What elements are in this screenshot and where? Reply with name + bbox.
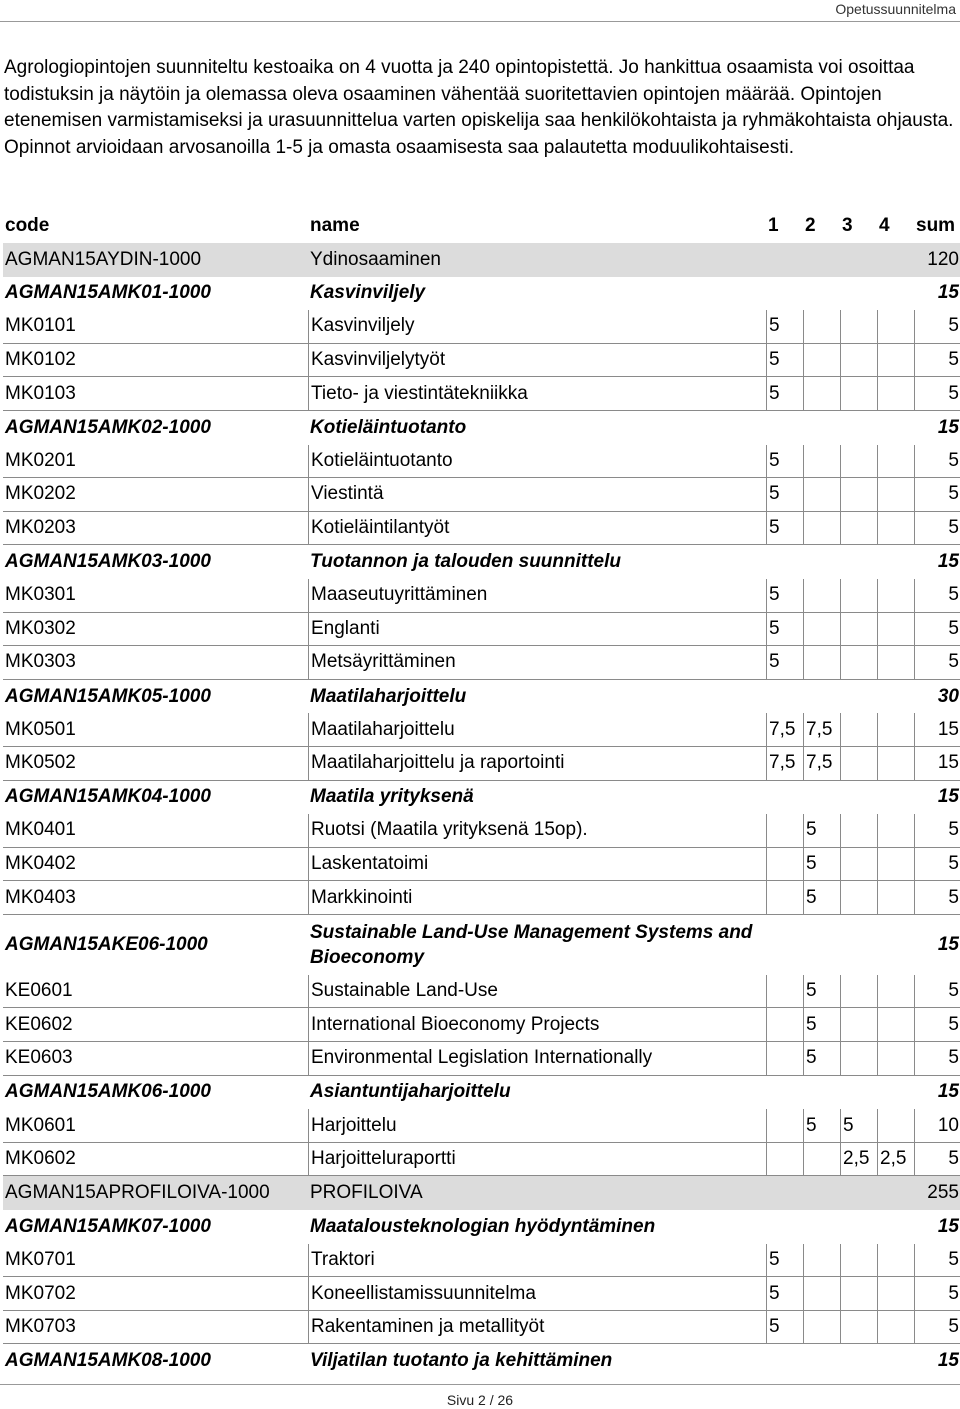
cell-name: Sustainable Land-Use Management Systems and Bioeconomy	[310, 921, 753, 968]
table-row-course	[3, 975, 960, 1009]
table-row-course	[3, 377, 960, 411]
table-row-course	[3, 1109, 960, 1143]
cell-y4	[877, 445, 914, 479]
table-row-module	[3, 545, 960, 579]
cell-y2	[803, 915, 840, 975]
cell-y3	[840, 646, 877, 680]
cell-name: Laskentatoimi	[308, 848, 766, 882]
cell-y1	[766, 915, 803, 975]
cell-y1: 7,5	[766, 713, 803, 747]
cell-name: PROFILOIVA	[308, 1176, 766, 1210]
cell-y2	[803, 1244, 840, 1278]
cell-code: MK0401	[3, 814, 308, 848]
table-row-course	[3, 613, 960, 647]
column-header-year-1: 1	[768, 215, 779, 236]
cell-y2	[803, 445, 840, 479]
cell-y4	[877, 781, 914, 815]
cell-y2	[803, 1277, 840, 1311]
cell-y4	[877, 1042, 914, 1076]
cell-name: Sustainable Land-Use	[308, 975, 766, 1009]
cell-y3	[840, 814, 877, 848]
cell-y1	[766, 1176, 803, 1210]
cell-y1	[766, 680, 803, 714]
cell-y3	[840, 915, 877, 975]
cell-y2: 5	[803, 1008, 840, 1042]
cell-y2	[803, 1143, 840, 1177]
cell-y1	[766, 975, 803, 1009]
cell-sum: 5	[914, 881, 960, 915]
cell-name: Kotieläintuotanto	[310, 416, 467, 438]
cell-name: Viestintä	[308, 478, 766, 512]
cell-name: Maatilaharjoittelu	[310, 685, 467, 707]
cell-code: AGMAN15AMK03-1000	[5, 551, 211, 573]
cell-y3	[840, 781, 877, 815]
table-row-course	[3, 747, 960, 781]
cell-y4	[877, 310, 914, 344]
cell-y1	[766, 1143, 803, 1177]
cell-y1	[766, 848, 803, 882]
table-row-course	[3, 1143, 960, 1177]
cell-y3	[840, 680, 877, 714]
cell-code: AGMAN15AKE06-1000	[5, 934, 208, 956]
column-header-sum: sum	[916, 215, 956, 236]
cell-y3	[840, 1042, 877, 1076]
cell-y3	[840, 344, 877, 378]
cell-y4	[877, 377, 914, 411]
cell-sum: 5	[914, 478, 960, 512]
table-row-module	[3, 1076, 960, 1110]
table-row-course	[3, 1244, 960, 1278]
cell-y1	[766, 1076, 803, 1110]
cell-name: Englanti	[308, 613, 766, 647]
cell-y3	[840, 848, 877, 882]
cell-name: Rakentaminen ja metallityöt	[308, 1311, 766, 1345]
cell-code: MK0601	[3, 1109, 308, 1143]
table-row-course	[3, 881, 960, 915]
cell-y4	[877, 1244, 914, 1278]
cell-y4	[877, 579, 914, 613]
cell-y1: 5	[766, 344, 803, 378]
cell-y2	[803, 512, 840, 546]
cell-y1	[766, 1008, 803, 1042]
table-row-module	[3, 915, 960, 975]
cell-y1	[766, 814, 803, 848]
cell-name: Kasvinviljely	[308, 310, 766, 344]
table-header-row	[3, 209, 960, 243]
table-body	[3, 243, 960, 1378]
cell-y3	[840, 881, 877, 915]
cell-y2	[803, 781, 840, 815]
cell-y3	[840, 579, 877, 613]
table-row-module	[3, 781, 960, 815]
cell-y3	[840, 1076, 877, 1110]
cell-name: Kotieläintuotanto	[308, 445, 766, 479]
cell-sum: 15	[937, 1081, 959, 1103]
cell-sum: 15	[914, 747, 960, 781]
table-row-course	[3, 1008, 960, 1042]
cell-name: Harjoitteluraportti	[308, 1143, 766, 1177]
column-header-code: code	[5, 215, 50, 236]
cell-sum: 5	[914, 1008, 960, 1042]
cell-y2	[803, 1344, 840, 1378]
cell-y4	[877, 243, 914, 277]
cell-name: Kasvinviljelytyöt	[308, 344, 766, 378]
cell-y4	[877, 545, 914, 579]
cell-y3	[840, 1344, 877, 1378]
intro-paragraph: Agrologiopintojen suunniteltu kestoaika on 4 vuotta ja 240 opintopistettä. Jo hankittua osaamista voi osoittaa todistuksin ja näytöin ja olemassa oleva osaaminen vähentää suoritettavien opintojen määrää. Opintojen etenemisen varmistamiseksi ja urasuunnittelua varten opiskelija saa henkilökohtaista ja ryhmäkohtaista ohjausta. Opinnot arvioidaan arvosanoilla 1-5 ja omasta osaamisesta saa palautetta moduulikohtaisesti.	[4, 57, 954, 158]
cell-y3	[840, 1210, 877, 1244]
cell-y4	[877, 814, 914, 848]
cell-name: Tieto- ja viestintätekniikka	[308, 377, 766, 411]
cell-sum: 5	[914, 1143, 960, 1177]
cell-y3	[840, 975, 877, 1009]
cell-sum: 15	[914, 713, 960, 747]
cell-y3	[840, 277, 877, 311]
cell-y4	[877, 713, 914, 747]
column-header-name: name	[310, 215, 360, 236]
column-header-year-2: 2	[805, 215, 816, 236]
cell-y4	[877, 915, 914, 975]
cell-sum: 15	[937, 416, 959, 438]
cell-code: KE0603	[3, 1042, 308, 1076]
cell-y4	[877, 975, 914, 1009]
cell-y3: 2,5	[840, 1143, 877, 1177]
cell-y4	[877, 848, 914, 882]
cell-y2: 5	[803, 975, 840, 1009]
cell-y1	[766, 1210, 803, 1244]
cell-code: KE0601	[3, 975, 308, 1009]
cell-y1	[766, 411, 803, 445]
cell-sum: 5	[914, 975, 960, 1009]
cell-y2	[803, 1210, 840, 1244]
cell-name: Ydinosaaminen	[308, 243, 766, 277]
cell-y4	[877, 646, 914, 680]
cell-y2	[803, 545, 840, 579]
cell-y3	[840, 1311, 877, 1345]
cell-code: KE0602	[3, 1008, 308, 1042]
cell-y3	[840, 1008, 877, 1042]
footer-divider	[0, 1384, 960, 1385]
table-row-course	[3, 848, 960, 882]
cell-sum: 5	[914, 1277, 960, 1311]
cell-code: MK0301	[3, 579, 308, 613]
cell-y3	[840, 713, 877, 747]
cell-y4	[877, 747, 914, 781]
cell-y1	[766, 243, 803, 277]
cell-y1: 5	[766, 310, 803, 344]
cell-code: MK0703	[3, 1311, 308, 1345]
cell-code: MK0102	[3, 344, 308, 378]
cell-code: AGMAN15AMK08-1000	[5, 1350, 211, 1372]
cell-code: MK0501	[3, 713, 308, 747]
cell-y4	[877, 344, 914, 378]
cell-code: MK0701	[3, 1244, 308, 1278]
cell-y2	[803, 377, 840, 411]
cell-y2: 5	[803, 814, 840, 848]
cell-y2: 5	[803, 848, 840, 882]
cell-sum: 5	[914, 1042, 960, 1076]
table-row-module	[3, 680, 960, 714]
table-row-course	[3, 344, 960, 378]
cell-y1: 5	[766, 1244, 803, 1278]
cell-code: MK0202	[3, 478, 308, 512]
cell-y1: 5	[766, 512, 803, 546]
cell-y3	[840, 613, 877, 647]
cell-y4	[877, 512, 914, 546]
cell-code: AGMAN15AMK05-1000	[5, 685, 211, 707]
cell-code: MK0602	[3, 1143, 308, 1177]
cell-name: Maatila yrityksenä	[310, 786, 474, 808]
cell-y1: 5	[766, 478, 803, 512]
cell-sum: 5	[914, 814, 960, 848]
cell-code: AGMAN15AMK01-1000	[5, 282, 211, 304]
cell-name: Maaseutuyrittäminen	[308, 579, 766, 613]
cell-y2	[803, 243, 840, 277]
cell-code: MK0103	[3, 377, 308, 411]
cell-y1: 7,5	[766, 747, 803, 781]
cell-sum: 255	[914, 1176, 960, 1210]
cell-y4: 2,5	[877, 1143, 914, 1177]
document-header-title: Opetussuunnitelma	[835, 1, 956, 17]
cell-y3	[840, 512, 877, 546]
curriculum-table	[3, 209, 960, 1378]
cell-sum: 15	[937, 1215, 959, 1237]
cell-y3: 5	[840, 1109, 877, 1143]
cell-y2	[803, 478, 840, 512]
cell-y2: 7,5	[803, 713, 840, 747]
cell-y1: 5	[766, 646, 803, 680]
cell-sum: 5	[914, 310, 960, 344]
table-row-course	[3, 713, 960, 747]
cell-y1: 5	[766, 1277, 803, 1311]
table-row-section	[3, 243, 960, 277]
cell-code: MK0203	[3, 512, 308, 546]
cell-y3	[840, 478, 877, 512]
cell-code: MK0702	[3, 1277, 308, 1311]
cell-sum: 15	[937, 786, 959, 808]
table-row-course	[3, 478, 960, 512]
cell-y4	[877, 1176, 914, 1210]
table-row-module	[3, 277, 960, 311]
cell-name: Koneellistamissuunnitelma	[308, 1277, 766, 1311]
cell-y1: 5	[766, 1311, 803, 1345]
cell-name: Markkinointi	[308, 881, 766, 915]
cell-y4	[877, 1311, 914, 1345]
cell-y2	[803, 310, 840, 344]
cell-code: AGMAN15AMK02-1000	[5, 416, 211, 438]
cell-y1	[766, 545, 803, 579]
cell-y3	[840, 445, 877, 479]
table-row-course	[3, 1277, 960, 1311]
cell-y2	[803, 277, 840, 311]
cell-y3	[840, 377, 877, 411]
cell-y1: 5	[766, 377, 803, 411]
cell-y1	[766, 277, 803, 311]
cell-sum: 5	[914, 613, 960, 647]
cell-y3	[840, 310, 877, 344]
cell-name: Asiantuntijaharjoittelu	[310, 1081, 511, 1103]
cell-sum: 15	[937, 551, 959, 573]
cell-name: Ruotsi (Maatila yrityksenä 15op).	[308, 814, 766, 848]
cell-sum: 5	[914, 579, 960, 613]
cell-code: AGMAN15AMK07-1000	[5, 1215, 211, 1237]
table-row-course	[3, 579, 960, 613]
cell-code: MK0403	[3, 881, 308, 915]
cell-code: AGMAN15AMK06-1000	[5, 1081, 211, 1103]
cell-y2	[803, 1176, 840, 1210]
cell-name: Tuotannon ja talouden suunnittelu	[310, 551, 622, 573]
cell-y2	[803, 1076, 840, 1110]
header-divider	[0, 21, 960, 22]
cell-y1: 5	[766, 445, 803, 479]
page-number: Sivu 2 / 26	[446, 1392, 514, 1408]
cell-y4	[877, 411, 914, 445]
cell-y1: 5	[766, 579, 803, 613]
cell-y4	[877, 1008, 914, 1042]
cell-y2: 7,5	[803, 747, 840, 781]
table-row-module	[3, 411, 960, 445]
column-header-year-3: 3	[842, 215, 853, 236]
cell-y4	[877, 1344, 914, 1378]
cell-y1	[766, 1109, 803, 1143]
cell-name: Harjoittelu	[308, 1109, 766, 1143]
cell-sum: 30	[937, 685, 959, 707]
cell-y4	[877, 1109, 914, 1143]
cell-y4	[877, 277, 914, 311]
cell-y3	[840, 1176, 877, 1210]
cell-code: MK0502	[3, 747, 308, 781]
cell-sum: 5	[914, 445, 960, 479]
cell-y1: 5	[766, 613, 803, 647]
table-row-module	[3, 1344, 960, 1378]
cell-sum: 10	[914, 1109, 960, 1143]
table-row-module	[3, 1210, 960, 1244]
cell-sum: 5	[914, 1244, 960, 1278]
cell-y4	[877, 881, 914, 915]
cell-sum: 15	[937, 934, 959, 956]
cell-sum: 5	[914, 646, 960, 680]
cell-y2: 5	[803, 1042, 840, 1076]
column-header-year-4: 4	[879, 215, 890, 236]
cell-y1	[766, 781, 803, 815]
cell-sum: 5	[914, 1311, 960, 1345]
cell-name: Traktori	[308, 1244, 766, 1278]
table-row-course	[3, 814, 960, 848]
cell-y2	[803, 613, 840, 647]
table-row-course	[3, 1042, 960, 1076]
cell-name: Metsäyrittäminen	[308, 646, 766, 680]
cell-y3	[840, 1244, 877, 1278]
cell-y4	[877, 613, 914, 647]
cell-name: Kotieläintilantyöt	[308, 512, 766, 546]
cell-y4	[877, 1277, 914, 1311]
cell-sum: 5	[914, 377, 960, 411]
cell-y2	[803, 344, 840, 378]
table-row-course	[3, 1311, 960, 1345]
cell-y2	[803, 680, 840, 714]
cell-sum: 15	[937, 282, 959, 304]
table-row-section	[3, 1176, 960, 1210]
cell-y4	[877, 478, 914, 512]
cell-name: Kasvinviljely	[310, 282, 426, 304]
cell-y3	[840, 243, 877, 277]
cell-code: MK0303	[3, 646, 308, 680]
cell-y3	[840, 747, 877, 781]
cell-code: AGMAN15AYDIN-1000	[3, 243, 308, 277]
cell-name: Maatilaharjoittelu	[308, 713, 766, 747]
cell-code: AGMAN15APROFILOIVA-1000	[3, 1176, 308, 1210]
cell-name: Maatalousteknologian hyödyntäminen	[310, 1215, 656, 1237]
cell-y2	[803, 411, 840, 445]
cell-code: MK0201	[3, 445, 308, 479]
cell-y2: 5	[803, 881, 840, 915]
cell-sum: 15	[937, 1350, 959, 1372]
cell-y3	[840, 411, 877, 445]
cell-y2	[803, 579, 840, 613]
cell-code: MK0101	[3, 310, 308, 344]
cell-y1	[766, 1344, 803, 1378]
cell-y3	[840, 545, 877, 579]
table-row-course	[3, 646, 960, 680]
cell-code: MK0302	[3, 613, 308, 647]
cell-code: AGMAN15AMK04-1000	[5, 786, 211, 808]
cell-name: Viljatilan tuotanto ja kehittäminen	[310, 1350, 613, 1372]
cell-name: Environmental Legislation Internationally	[308, 1042, 766, 1076]
cell-y1	[766, 881, 803, 915]
cell-sum: 5	[914, 512, 960, 546]
cell-y3	[840, 1277, 877, 1311]
cell-sum: 5	[914, 848, 960, 882]
cell-y2: 5	[803, 1109, 840, 1143]
cell-name: Maatilaharjoittelu ja raportointi	[308, 747, 766, 781]
cell-y2	[803, 646, 840, 680]
table-row-course	[3, 512, 960, 546]
cell-y4	[877, 1210, 914, 1244]
cell-y4	[877, 1076, 914, 1110]
cell-sum: 120	[914, 243, 960, 277]
cell-code: MK0402	[3, 848, 308, 882]
table-row-course	[3, 310, 960, 344]
cell-y1	[766, 1042, 803, 1076]
cell-y4	[877, 680, 914, 714]
table-row-course	[3, 445, 960, 479]
cell-y2	[803, 1311, 840, 1345]
cell-sum: 5	[914, 344, 960, 378]
cell-name: International Bioeconomy Projects	[308, 1008, 766, 1042]
